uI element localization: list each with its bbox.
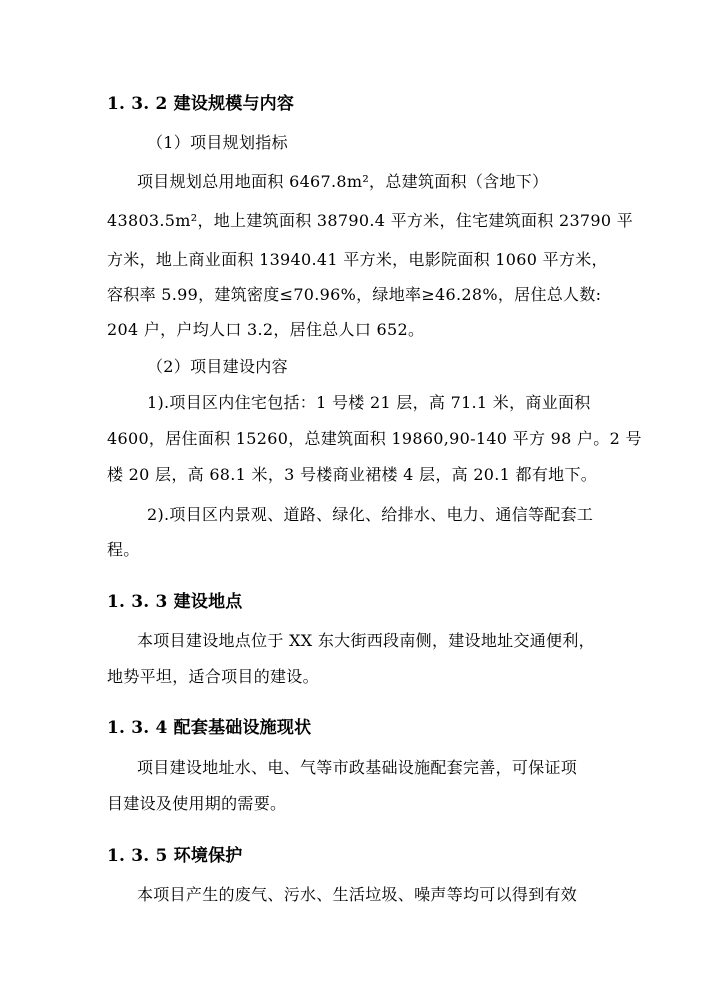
paragraph-line: 本项目产生的废气、污水、生活垃圾、噪声等均可以得到有效 (137, 885, 578, 904)
subheading-construction-content: （2）项目建设内容 (147, 357, 288, 376)
paragraph-line: 容积率 5.99，建筑密度≤70.96%，绿地率≥46.28%，居住总人数: (107, 285, 602, 304)
paragraph-line: 43803.5m²，地上建筑面积 38790.4 平方米，住宅建筑面积 23790 平 (107, 211, 634, 230)
paragraph-line: 地势平坦，适合项目的建设。 (107, 667, 319, 686)
paragraph-line: 目建设及使用期的需要。 (107, 794, 287, 813)
paragraph-line: 项目建设地址水、电、气等市政基础设施配套完善，可保证项 (137, 758, 578, 777)
heading-1-3-2: 1. 3. 2 建设规模与内容 (107, 94, 295, 114)
paragraph-line: 本项目建设地点位于 XX 东大街西段南侧，建设地址交通便利， (137, 631, 595, 650)
paragraph-line: 2).项目区内景观、道路、绿化、给排水、电力、通信等配套工 (147, 505, 594, 524)
heading-1-3-4: 1. 3. 4 配套基础设施现状 (107, 718, 312, 738)
paragraph-line: 项目规划总用地面积 6467.8m²，总建筑面积（含地下） (137, 172, 549, 191)
heading-1-3-5: 1. 3. 5 环境保护 (107, 846, 243, 866)
subheading-planning-indicators: （1）项目规划指标 (147, 133, 288, 152)
paragraph-line: 程。 (107, 540, 140, 559)
paragraph-line: 4600，居住面积 15260，总建筑面积 19860,90-140 平方 98 户。2 号 (107, 429, 642, 448)
paragraph-line: 1).项目区内住宅包括：1 号楼 21 层，高 71.1 米，商业面积 (147, 393, 591, 412)
paragraph-line: 楼 20 层，高 68.1 米，3 号楼商业裙楼 4 层，高 20.1 都有地下。 (107, 465, 598, 484)
heading-1-3-3: 1. 3. 3 建设地点 (107, 592, 243, 612)
paragraph-line: 方米，地上商业面积 13940.41 平方米，电影院面积 1060 平方米， (107, 250, 608, 269)
paragraph-line: 204 户，户均人口 3.2，居住总人口 652。 (107, 320, 425, 339)
